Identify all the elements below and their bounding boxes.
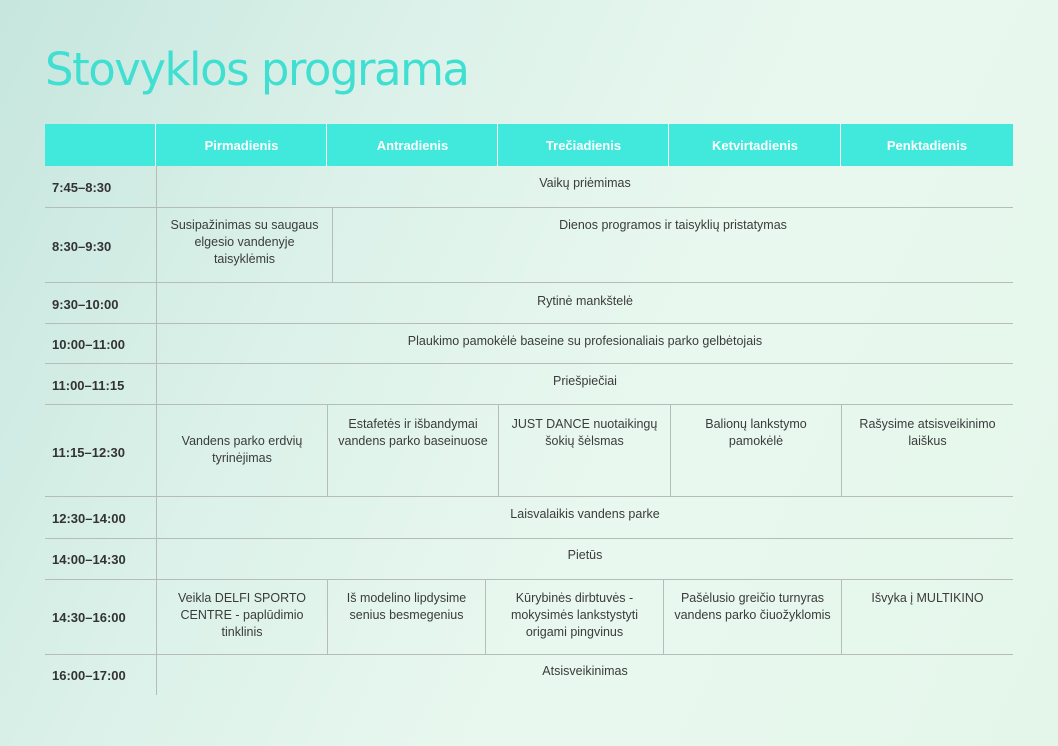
activity-cell	[156, 539, 1013, 579]
activity-text: Išvyka į MULTIKINO	[871, 591, 984, 605]
schedule-row	[45, 364, 1013, 405]
activity-cell	[485, 580, 663, 654]
schedule-row	[45, 324, 1013, 364]
activity-cell	[156, 364, 1013, 404]
table-header	[45, 124, 1013, 166]
activity-text: Rytinė mankštelė	[537, 294, 633, 308]
activity-cell	[841, 580, 1013, 654]
header-divider	[840, 124, 841, 166]
time-slot: 16:00–17:00	[52, 668, 126, 683]
activity-text: Kūrybinės dirbtuvės - mokysimės lankstystyti origami pingvinus	[510, 591, 639, 639]
schedule-row	[45, 655, 1013, 695]
schedule-row	[45, 208, 1013, 283]
schedule-row	[45, 580, 1013, 655]
day-header-thursday: Ketvirtadienis	[712, 137, 798, 153]
activity-text: Susipažinimas su saugaus elgesio vandenyje taisyklėmis	[170, 218, 319, 266]
header-divider	[326, 124, 327, 166]
activity-cell	[156, 208, 332, 282]
activity-text: Laisvalaikis vandens parke	[510, 507, 660, 521]
time-slot: 9:30–10:00	[52, 297, 119, 312]
day-header-friday: Penktadienis	[886, 137, 968, 153]
activity-cell	[156, 283, 1013, 323]
time-slot: 8:30–9:30	[52, 239, 112, 254]
schedule-row	[45, 497, 1013, 539]
activity-text: Estafetės ir išbandymai vandens parko baseinuose	[338, 417, 488, 448]
header-divider	[497, 124, 498, 166]
activity-text: JUST DANCE nuotaikingų šokių šėlsmas	[511, 417, 658, 448]
activity-cell	[498, 405, 670, 496]
activity-cell	[841, 405, 1013, 496]
activity-cell	[327, 580, 485, 654]
schedule-row	[45, 283, 1013, 324]
activity-text: Atsisveikinimas	[542, 664, 628, 678]
activity-text: Rašysime atsisveikinimo laiškus	[859, 417, 996, 448]
activity-text: Vaikų priėmimas	[539, 176, 631, 190]
activity-text: Pietūs	[567, 548, 603, 562]
activity-cell	[156, 580, 327, 654]
activity-text: Pašėlusio greičio turnyras vandens parko čiuožyklomis	[674, 591, 831, 622]
time-slot: 10:00–11:00	[52, 337, 126, 352]
activity-text: Balionų lankstymo pamokėlė	[705, 417, 807, 448]
page-title: Stovyklos programa	[45, 43, 469, 96]
time-slot: 11:15–12:30	[52, 445, 126, 460]
activity-cell	[670, 405, 841, 496]
activity-cell	[156, 405, 327, 496]
activity-text: Veikla DELFI SPORTO CENTRE - paplūdimio tinklinis	[177, 591, 307, 639]
activity-cell	[327, 405, 498, 496]
time-slot: 12:30–14:00	[52, 511, 126, 526]
time-slot: 11:00–11:15	[52, 378, 125, 393]
day-header-wednesday: Trečiadienis	[545, 137, 622, 153]
activity-text: Iš modelino lipdysime senius besmegenius	[346, 591, 467, 622]
day-header-tuesday: Antradienis	[376, 137, 449, 153]
activity-cell	[663, 580, 841, 654]
activity-text: Plaukimo pamokėlė baseine su profesionaliais parko gelbėtojais	[407, 334, 763, 348]
activity-text: Vandens parko erdvių tyrinėjimas	[181, 434, 303, 465]
activity-cell	[332, 208, 1013, 282]
activity-cell	[156, 497, 1013, 538]
activity-text: Priešpiečiai	[553, 374, 617, 388]
schedule-row	[45, 166, 1013, 208]
activity-cell	[156, 166, 1013, 207]
time-slot: 14:30–16:00	[52, 610, 126, 625]
time-slot: 14:00–14:30	[52, 552, 126, 567]
header-divider	[155, 124, 156, 166]
time-slot: 7:45–8:30	[52, 180, 112, 195]
day-header-monday: Pirmadienis	[204, 137, 279, 153]
activity-cell	[156, 324, 1013, 363]
header-divider	[668, 124, 669, 166]
activity-text: Dienos programos ir taisyklių pristatymas	[559, 218, 787, 232]
schedule-row	[45, 539, 1013, 580]
activity-cell	[156, 655, 1013, 695]
schedule-row	[45, 405, 1013, 497]
